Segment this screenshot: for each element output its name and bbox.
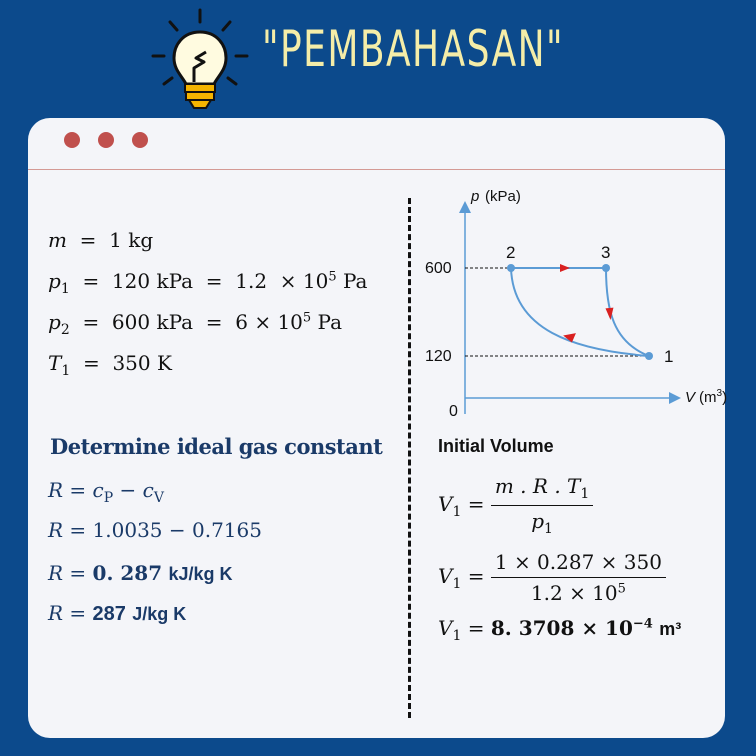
given-p2: $p_2 = 600$ kPa = $6 \times 10^5$ Pa xyxy=(48,310,343,338)
gas-constant-substitution: R = 1.0035 − 0.7165 xyxy=(48,518,262,542)
gas-constant-kj: R = 0. 287 kJ/kg K xyxy=(48,561,233,585)
origin-label: 0 xyxy=(449,403,458,420)
tick-label-600: 600 xyxy=(425,260,452,277)
x-axis-unit: $(m^3)$ xyxy=(699,388,728,406)
state-label-1: 1 xyxy=(664,347,674,366)
volume-result: $V_1 = 8$. $3708 \times 10^{-4}$ m³ xyxy=(438,616,682,644)
volume-substitution: $V_1$ = $\frac{1 \times 0.287 \times 350}{1.2 \times 10^5}$ xyxy=(438,550,666,605)
header xyxy=(0,0,756,115)
lightbulb-icon xyxy=(150,8,250,112)
y-axis-label: p xyxy=(471,188,480,205)
initial-volume-heading: Initial Volume xyxy=(438,436,554,456)
x-axis-label: V xyxy=(685,389,696,406)
given-t1: $T_1 = 350$ K xyxy=(48,351,172,379)
gas-constant-formula: $R = c_P - c_V$ xyxy=(48,478,164,506)
y-axis-unit: (kPa) xyxy=(485,188,521,205)
volume-formula: $V_1$ = $\frac{m . R . T_1}{p_1}$ xyxy=(438,474,593,537)
state-point-2 xyxy=(507,264,515,272)
gas-constant-heading: Determine ideal gas constant xyxy=(50,434,383,459)
state-point-3 xyxy=(602,264,610,272)
given-mass: m = 1 kg xyxy=(48,228,154,252)
arrow-2-3 xyxy=(560,264,570,272)
content-card xyxy=(28,118,728,738)
state-point-1 xyxy=(645,352,653,360)
given-p1: $p_1 = 120$ kPa = $1.2 \times 10^5$ Pa xyxy=(48,269,368,297)
window-dot xyxy=(132,132,148,148)
gas-constant-j: R = 287 J/kg K xyxy=(48,601,187,625)
window-dot xyxy=(64,132,80,148)
column-divider xyxy=(408,198,411,718)
process-3-1 xyxy=(606,268,649,356)
pv-diagram xyxy=(423,180,728,425)
state-label-2: 2 xyxy=(506,243,516,262)
header-divider xyxy=(28,169,725,170)
page-title: "PEMBAHASAN" xyxy=(262,20,565,78)
tick-label-120: 120 xyxy=(425,348,452,365)
state-label-3: 3 xyxy=(601,243,611,262)
window-dot xyxy=(98,132,114,148)
